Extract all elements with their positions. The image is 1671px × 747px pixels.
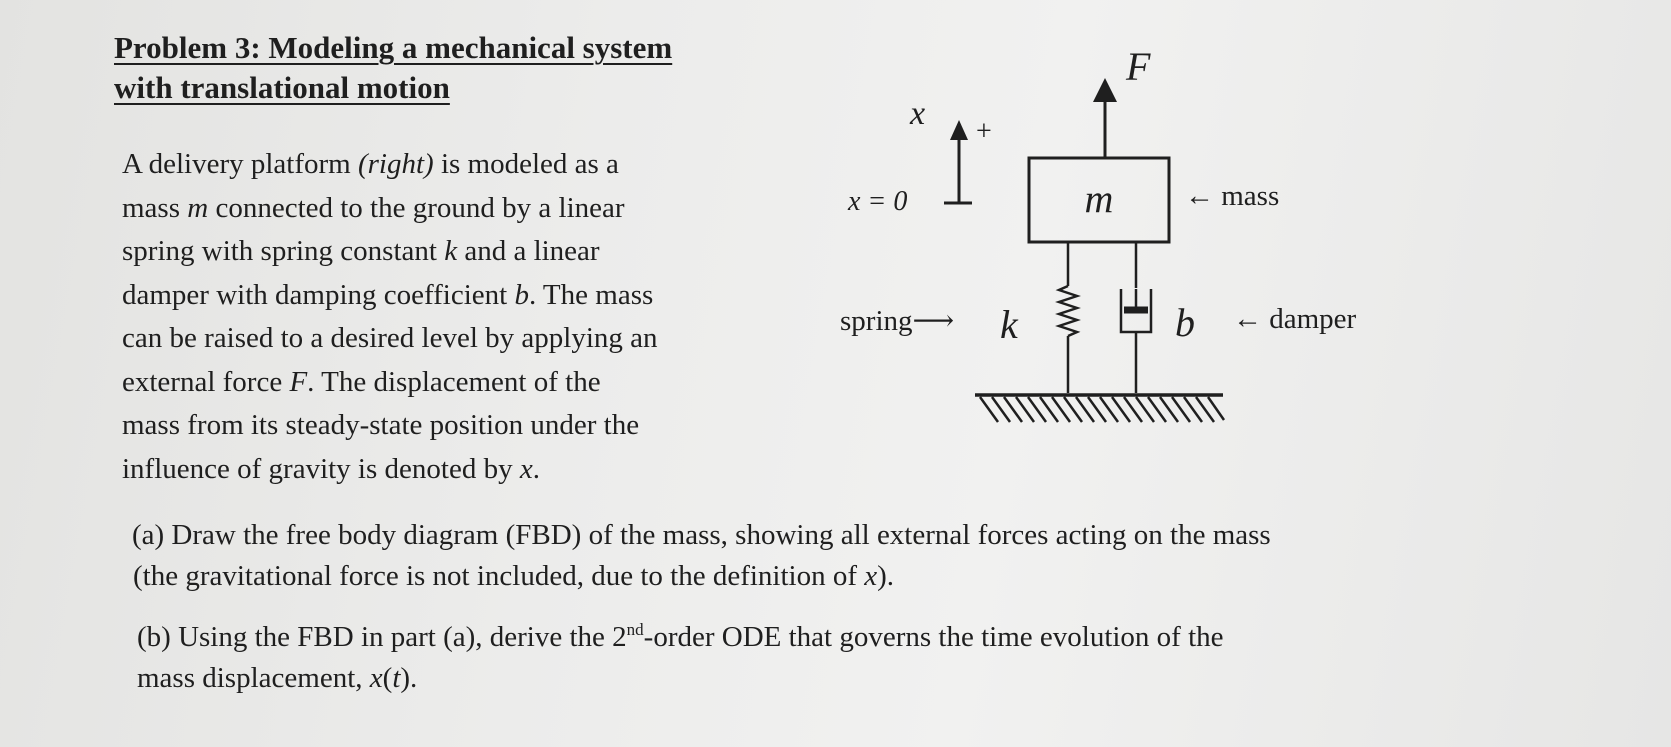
question-a-line-1: (a) Draw the free body diagram (FBD) of the mass, showing all external forces acting on the mass: [132, 519, 1271, 551]
description-line-4: [122, 274, 802, 318]
text-run: damper with damping coefficient: [122, 278, 515, 311]
text-run-italic: (right): [357, 148, 434, 180]
text-run: ).: [400, 662, 418, 694]
description-line-2: [122, 187, 802, 231]
variable-m: m: [187, 191, 209, 224]
text-run: (: [382, 662, 393, 694]
x-zero-label: x = 0: [848, 186, 908, 217]
text-run: .: [532, 452, 540, 485]
mass-spring-damper-diagram: [840, 40, 1520, 470]
problem-description: [122, 143, 802, 491]
plus-label: +: [976, 116, 992, 147]
mass-label: ← mass: [1185, 180, 1280, 212]
text-run: and a linear: [457, 235, 600, 267]
question-a: [132, 515, 1271, 597]
text-run: (the gravitational force is not included, due to the definition of: [133, 560, 865, 592]
text-run: A delivery platform: [122, 148, 358, 180]
problem-title-line2: with translational motion: [114, 70, 450, 105]
text-run: connected to the ground by a linear: [208, 191, 625, 224]
description-line-6: [122, 361, 802, 405]
description-line-7: mass from its steady-state position under the: [122, 409, 640, 441]
text-run: ).: [877, 560, 895, 592]
mass-symbol: m: [1084, 176, 1114, 221]
text-run: mass displacement,: [137, 662, 370, 694]
damper-label: ← damper: [1233, 303, 1357, 335]
force-arrow: [1093, 78, 1117, 158]
text-run: influence of gravity is denoted by: [122, 452, 520, 485]
description-line-1: [122, 143, 802, 187]
force-label: F: [1126, 44, 1151, 89]
description-line-3: [122, 230, 802, 274]
question-a-line-2: [132, 556, 1271, 597]
spring-symbol: k: [1000, 302, 1018, 347]
description-line-5: can be raised to a desired level by applying an: [122, 322, 658, 354]
question-b-line-2: [137, 658, 1224, 699]
superscript-nd: nd: [626, 620, 644, 639]
text-run: is modeled as a: [433, 148, 619, 180]
text-run: spring with spring constant: [122, 235, 445, 267]
text-run: mass: [122, 191, 188, 224]
variable-b: b: [514, 278, 529, 311]
text-run: external force: [122, 365, 290, 398]
problem-title-line1: Problem 3: Modeling a mechanical system: [114, 30, 673, 65]
spring-label: spring⟶: [840, 305, 955, 337]
variable-x: x: [519, 452, 533, 485]
text-run: . The mass: [528, 278, 654, 311]
spring: [1059, 242, 1077, 393]
description-line-8: [122, 448, 802, 492]
variable-x: x: [369, 662, 383, 694]
variable-F: F: [289, 365, 308, 398]
question-b-line-1: [137, 617, 1224, 658]
damper-symbol: b: [1175, 300, 1195, 345]
variable-k: k: [444, 235, 458, 267]
text-run: (b) Using the FBD in part (a), derive the 2: [137, 621, 627, 653]
damper: [1121, 242, 1151, 393]
text-run: -order ODE that governs the time evolution of the: [643, 621, 1224, 653]
ground: [975, 395, 1224, 422]
problem-title: [114, 28, 814, 108]
x-label: x: [910, 95, 926, 132]
x-direction-arrow: [944, 120, 972, 203]
question-b: [137, 617, 1224, 699]
text-run: . The displacement of the: [307, 365, 601, 398]
variable-x: x: [864, 560, 878, 592]
variable-t: t: [392, 662, 401, 694]
